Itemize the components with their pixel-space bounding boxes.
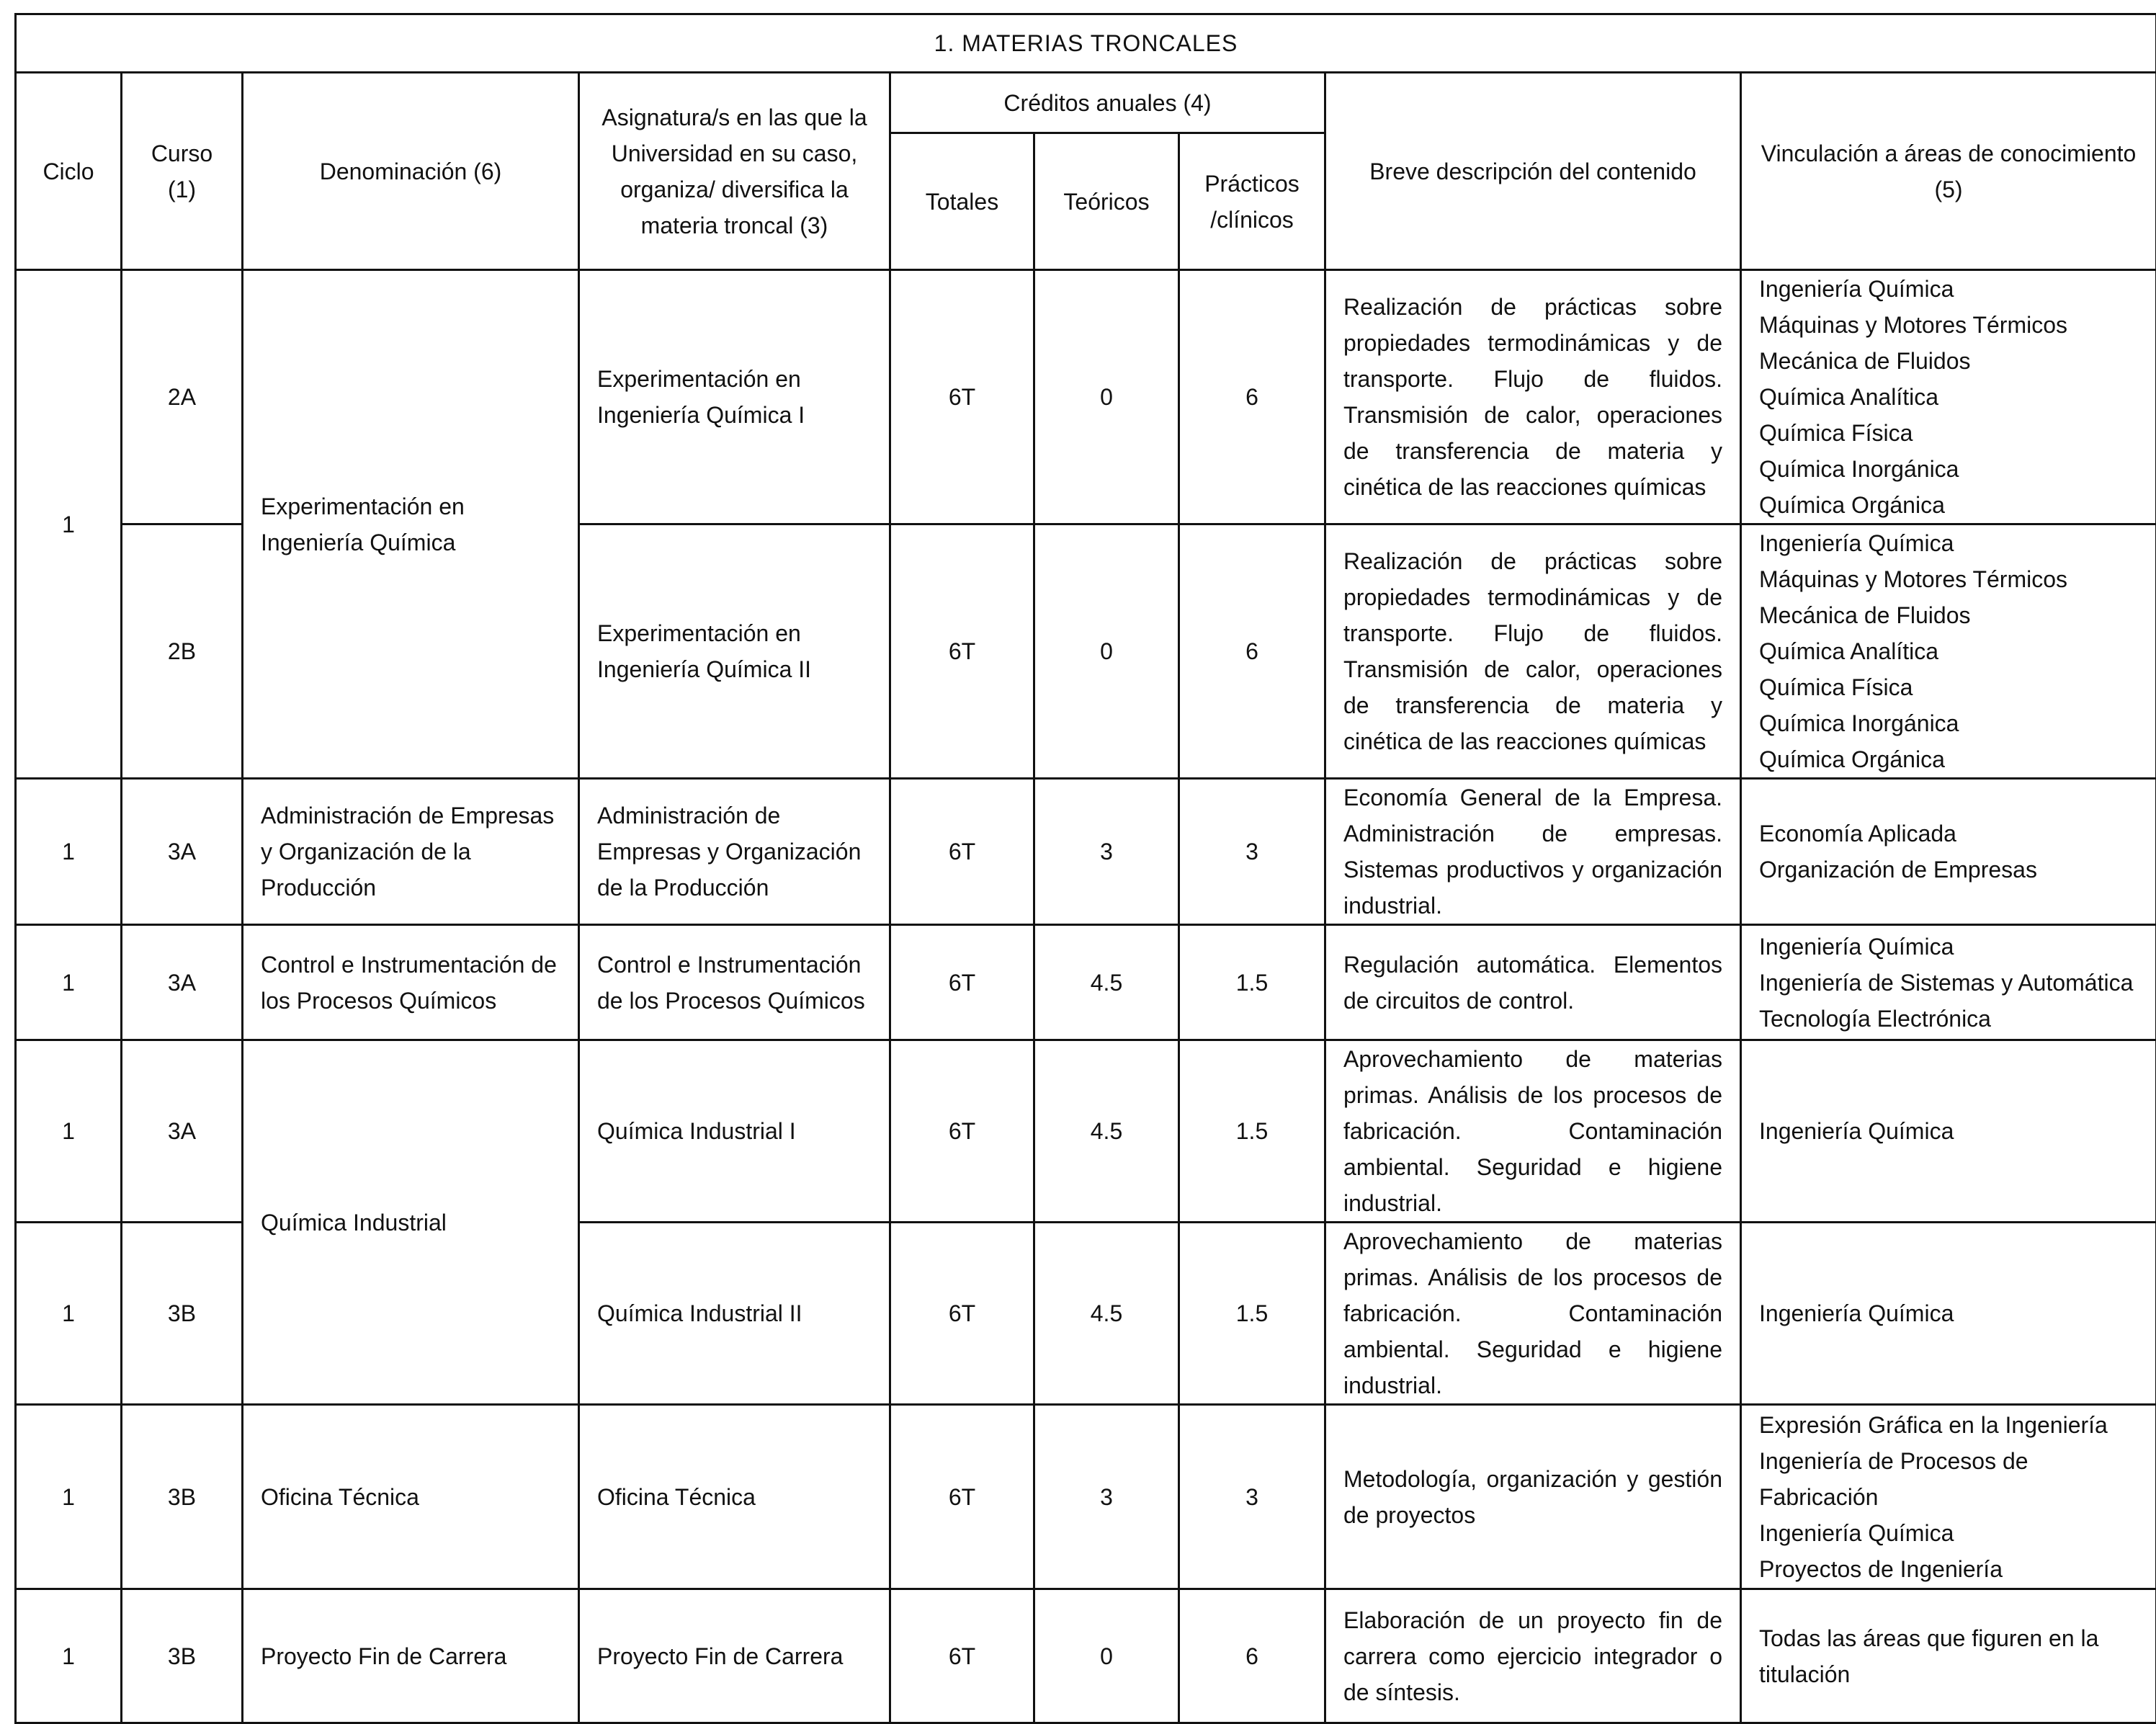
area-item: Química Analítica [1759, 379, 2138, 415]
denominacion-cell: Química Industrial [243, 1040, 579, 1405]
ciclo-cell: 1 [16, 270, 122, 779]
teoricos-cell: 0 [1034, 1589, 1179, 1723]
document-page [14, 13, 2155, 1724]
practicos-cell: 1.5 [1179, 925, 1325, 1040]
area-item: Química Analítica [1759, 633, 2138, 669]
materias-troncales-table [14, 13, 2156, 1724]
area-item: Organización de Empresas [1759, 852, 2138, 888]
totales-cell: 6T [890, 1589, 1034, 1723]
areas-cell [1741, 1223, 2156, 1405]
asignatura-cell: Administración de Empresas y Organización de la Producción [579, 779, 890, 925]
asignatura-cell: Control e Instrumentación de los Procesos Químicos [579, 925, 890, 1040]
area-item: Química Inorgánica [1759, 705, 2138, 741]
header-denominacion: Denominación (6) [243, 73, 579, 270]
totales-cell: 6T [890, 925, 1034, 1040]
denominacion-cell: Oficina Técnica [243, 1405, 579, 1589]
descripcion-cell: Aprovechamiento de materias primas. Análisis de los procesos de fabricación. Contaminación ambiental. Seguridad e higiene industrial. [1325, 1040, 1741, 1223]
header-curso: Curso (1) [122, 73, 243, 270]
asignatura-cell: Oficina Técnica [579, 1405, 890, 1589]
ciclo-cell: 1 [16, 1405, 122, 1589]
ciclo-cell: 1 [16, 1040, 122, 1223]
area-item: Ingeniería Química [1759, 525, 2138, 561]
practicos-cell: 6 [1179, 524, 1325, 779]
area-item: Ingeniería de Sistemas y Automática [1759, 965, 2138, 1001]
table-row [16, 1405, 2156, 1589]
descripcion-cell: Realización de prácticas sobre propiedades termodinámicas y de transporte. Flujo de fluidos. Transmisión de calor, operaciones de transferencia de materia y cinética de las reacciones químicas [1325, 524, 1741, 779]
header-descripcion: Breve descripción del contenido [1325, 73, 1741, 270]
area-item: Máquinas y Motores Térmicos [1759, 307, 2138, 343]
area-item: Tecnología Electrónica [1759, 1001, 2138, 1037]
area-item: Todas las áreas que figuren en la titulación [1759, 1620, 2138, 1692]
totales-cell: 6T [890, 1223, 1034, 1405]
areas-cell [1741, 270, 2156, 524]
area-item: Economía Aplicada [1759, 816, 2138, 852]
header-totales: Totales [890, 133, 1034, 270]
curso-cell: 3A [122, 779, 243, 925]
practicos-cell: 3 [1179, 779, 1325, 925]
practicos-cell: 3 [1179, 1405, 1325, 1589]
header-creditos-anuales: Créditos anuales (4) [890, 73, 1325, 133]
table-row [16, 1589, 2156, 1723]
area-item: Química Inorgánica [1759, 451, 2138, 487]
area-item: Proyectos de Ingeniería [1759, 1551, 2138, 1587]
curso-cell: 3A [122, 1040, 243, 1223]
totales-cell: 6T [890, 524, 1034, 779]
areas-cell [1741, 1405, 2156, 1589]
header-teoricos: Teóricos [1034, 133, 1179, 270]
descripcion-cell: Aprovechamiento de materias primas. Análisis de los procesos de fabricación. Contaminación ambiental. Seguridad e higiene industrial. [1325, 1223, 1741, 1405]
descripcion-cell: Metodología, organización y gestión de proyectos [1325, 1405, 1741, 1589]
curso-cell: 3B [122, 1589, 243, 1723]
asignatura-cell: Experimentación en Ingeniería Química II [579, 524, 890, 779]
table-row [16, 270, 2156, 524]
asignatura-cell: Proyecto Fin de Carrera [579, 1589, 890, 1723]
teoricos-cell: 0 [1034, 524, 1179, 779]
ciclo-cell: 1 [16, 1223, 122, 1405]
practicos-cell: 1.5 [1179, 1223, 1325, 1405]
descripcion-cell: Realización de prácticas sobre propiedades termodinámicas y de transporte. Flujo de fluidos. Transmisión de calor, operaciones de transferencia de materia y cinética de las reacciones químicas [1325, 270, 1741, 524]
area-item: Ingeniería Química [1759, 1113, 2138, 1149]
header-vinculacion: Vinculación a áreas de conocimiento (5) [1741, 73, 2156, 270]
area-item: Mecánica de Fluidos [1759, 597, 2138, 633]
asignatura-cell: Experimentación en Ingeniería Química I [579, 270, 890, 524]
ciclo-cell: 1 [16, 1589, 122, 1723]
areas-cell [1741, 1040, 2156, 1223]
area-item: Máquinas y Motores Térmicos [1759, 561, 2138, 597]
totales-cell: 6T [890, 779, 1034, 925]
area-item: Mecánica de Fluidos [1759, 343, 2138, 379]
denominacion-cell: Experimentación en Ingeniería Química [243, 270, 579, 779]
denominacion-cell: Administración de Empresas y Organización de la Producción [243, 779, 579, 925]
descripcion-cell: Regulación automática. Elementos de circuitos de control. [1325, 925, 1741, 1040]
teoricos-cell: 4.5 [1034, 1223, 1179, 1405]
area-item: Ingeniería Química [1759, 1515, 2138, 1551]
teoricos-cell: 3 [1034, 779, 1179, 925]
asignatura-cell: Química Industrial I [579, 1040, 890, 1223]
teoricos-cell: 0 [1034, 270, 1179, 524]
area-item: Química Orgánica [1759, 741, 2138, 777]
table-row [16, 779, 2156, 925]
header-practicos: Prácticos /clínicos [1179, 133, 1325, 270]
area-item: Ingeniería de Procesos de Fabricación [1759, 1443, 2138, 1515]
curso-cell: 2A [122, 270, 243, 524]
curso-cell: 2B [122, 524, 243, 779]
table-row [16, 1040, 2156, 1223]
table-title: 1. MATERIAS TRONCALES [16, 14, 2156, 73]
ciclo-cell: 1 [16, 925, 122, 1040]
teoricos-cell: 3 [1034, 1405, 1179, 1589]
curso-cell: 3A [122, 925, 243, 1040]
area-item: Ingeniería Química [1759, 929, 2138, 965]
areas-cell [1741, 925, 2156, 1040]
area-item: Ingeniería Química [1759, 271, 2138, 307]
totales-cell: 6T [890, 1405, 1034, 1589]
table-row [16, 925, 2156, 1040]
totales-cell: 6T [890, 1040, 1034, 1223]
areas-cell [1741, 524, 2156, 779]
teoricos-cell: 4.5 [1034, 925, 1179, 1040]
totales-cell: 6T [890, 270, 1034, 524]
area-item: Química Orgánica [1759, 487, 2138, 523]
areas-cell [1741, 1589, 2156, 1723]
descripcion-cell: Economía General de la Empresa. Administración de empresas. Sistemas productivos y organización industrial. [1325, 779, 1741, 925]
descripcion-cell: Elaboración de un proyecto fin de carrera como ejercicio integrador o de síntesis. [1325, 1589, 1741, 1723]
denominacion-cell: Proyecto Fin de Carrera [243, 1589, 579, 1723]
areas-cell [1741, 779, 2156, 925]
area-item: Ingeniería Química [1759, 1295, 2138, 1331]
header-ciclo: Ciclo [16, 73, 122, 270]
asignatura-cell: Química Industrial II [579, 1223, 890, 1405]
practicos-cell: 6 [1179, 270, 1325, 524]
curso-cell: 3B [122, 1223, 243, 1405]
area-item: Expresión Gráfica en la Ingeniería [1759, 1407, 2138, 1443]
ciclo-cell: 1 [16, 779, 122, 925]
area-item: Química Física [1759, 415, 2138, 451]
area-item: Química Física [1759, 669, 2138, 705]
teoricos-cell: 4.5 [1034, 1040, 1179, 1223]
practicos-cell: 1.5 [1179, 1040, 1325, 1223]
practicos-cell: 6 [1179, 1589, 1325, 1723]
denominacion-cell: Control e Instrumentación de los Procesos Químicos [243, 925, 579, 1040]
header-asignatura: Asignatura/s en las que la Universidad en su caso, organiza/ diversifica la materia troncal (3) [579, 73, 890, 270]
curso-cell: 3B [122, 1405, 243, 1589]
